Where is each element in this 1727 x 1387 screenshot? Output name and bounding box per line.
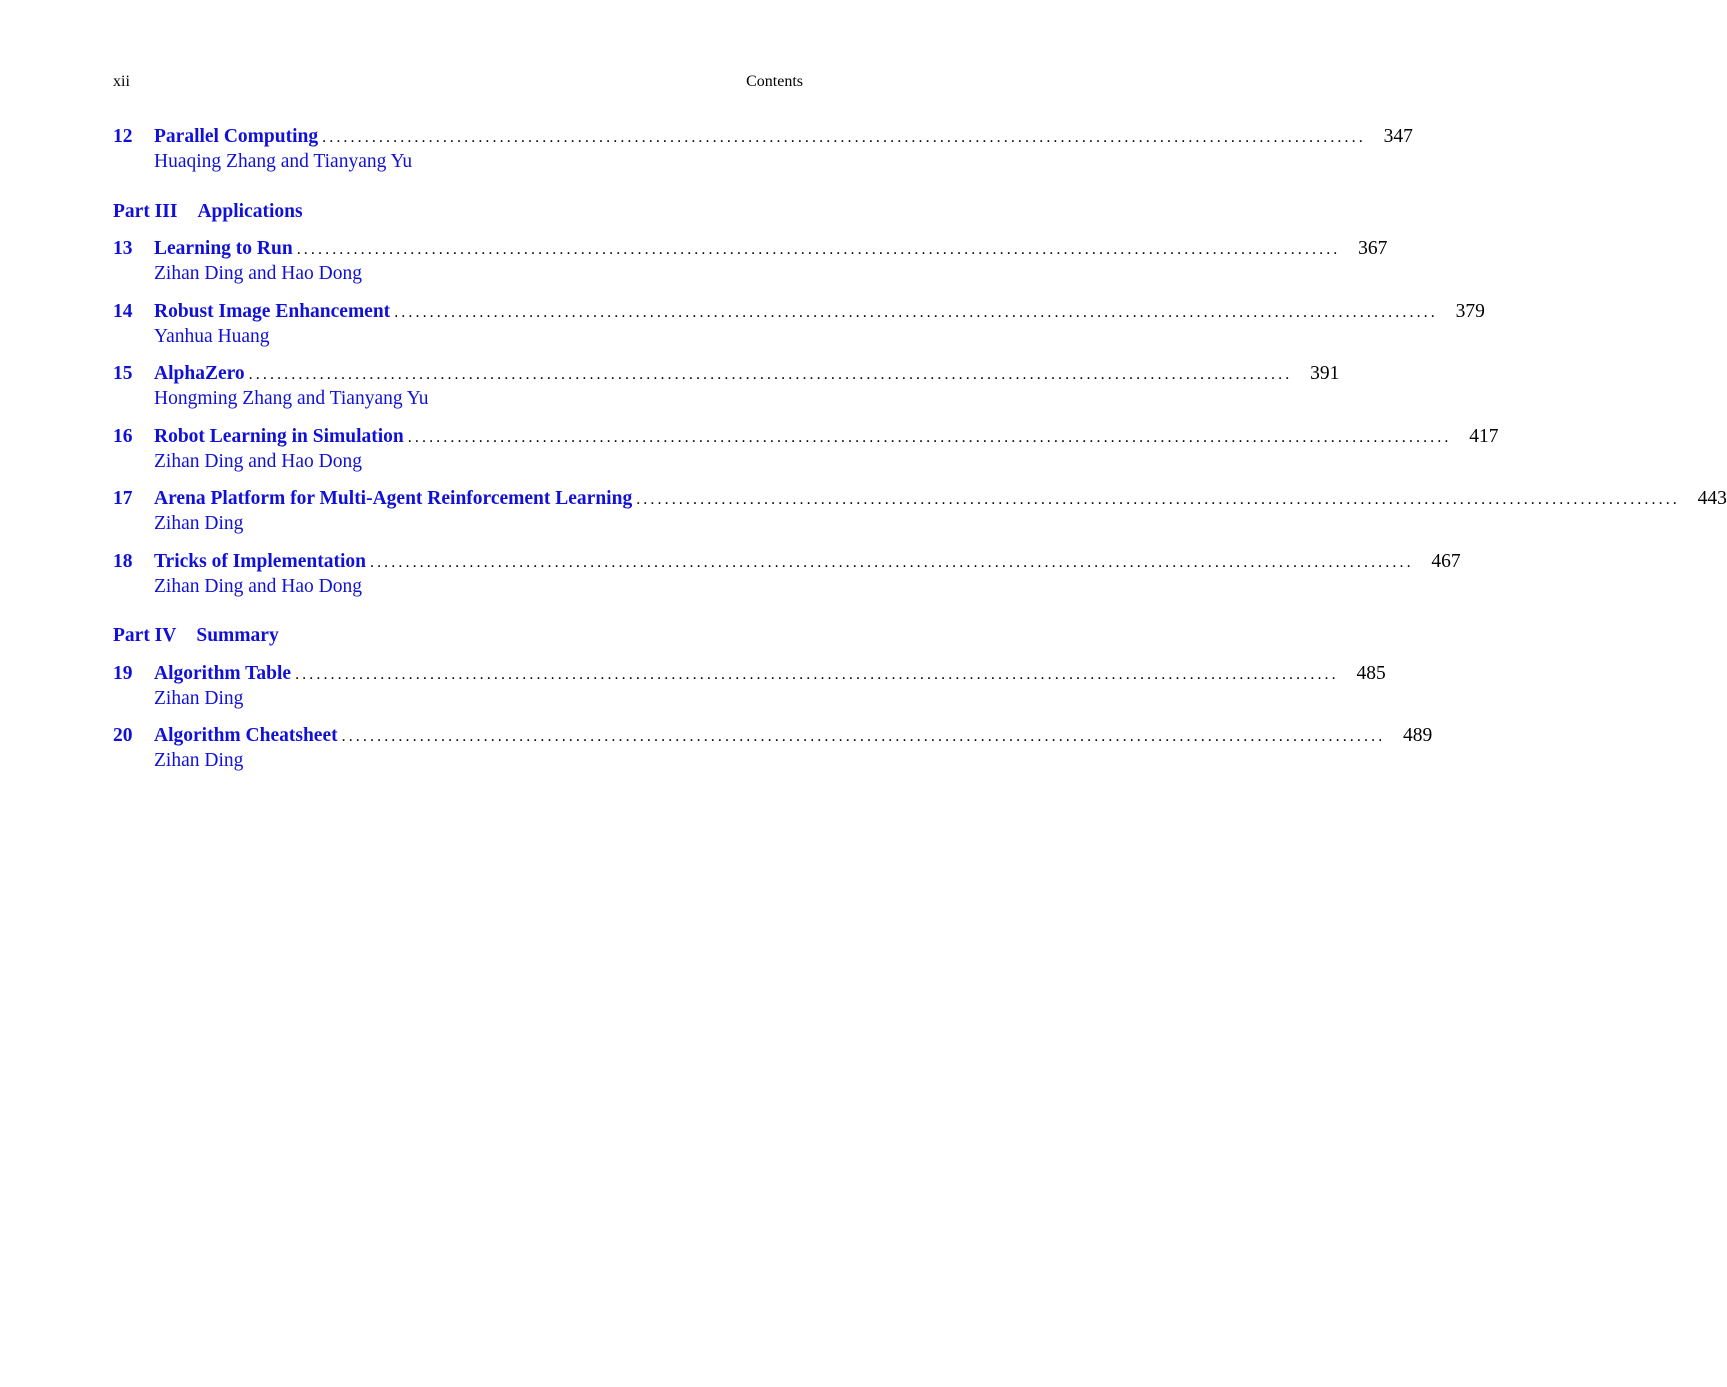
part-label: Part III xyxy=(113,201,178,222)
page-reference[interactable]: 417 xyxy=(1469,426,1499,447)
part-title[interactable]: Summary xyxy=(196,625,279,646)
chapter-number: 13 xyxy=(113,238,133,259)
toc-entry-14[interactable] xyxy=(113,299,1485,349)
chapter-title-link[interactable]: Learning to Run xyxy=(154,238,293,259)
chapter-authors[interactable]: Zihan Ding and Hao Dong xyxy=(154,576,362,597)
chapter-number: 14 xyxy=(113,301,133,322)
part-heading-applications[interactable] xyxy=(113,199,803,224)
dot-leader: ................................................................................................................................................... xyxy=(636,491,1680,508)
chapter-number: 19 xyxy=(113,663,133,684)
toc-entry-19[interactable] xyxy=(113,661,1386,711)
dot-leader: ................................................................................................................................................... xyxy=(341,728,1386,745)
page-reference[interactable]: 443 xyxy=(1697,488,1727,509)
page-reference[interactable]: 367 xyxy=(1358,238,1388,259)
chapter-title-link[interactable]: Algorithm Cheatsheet xyxy=(154,725,338,746)
chapter-authors[interactable]: Yanhua Huang xyxy=(154,326,270,347)
dot-leader: ................................................................................................................................................... xyxy=(322,129,1366,146)
toc-chapter-line[interactable] xyxy=(113,424,1499,449)
chapter-title-link[interactable]: Robot Learning in Simulation xyxy=(154,426,404,447)
part-title[interactable]: Applications xyxy=(197,201,303,222)
page-reference[interactable]: 347 xyxy=(1383,126,1413,147)
toc-entry-17[interactable] xyxy=(113,486,1727,536)
dot-leader: ................................................................................................................................................... xyxy=(248,366,1293,383)
page-number: xii xyxy=(113,73,130,90)
chapter-title-link[interactable]: Algorithm Table xyxy=(154,663,292,684)
toc-entry-18[interactable] xyxy=(113,549,1461,599)
toc-chapter-line[interactable] xyxy=(113,236,1388,261)
chapter-title-link[interactable]: Tricks of Implementation xyxy=(154,551,366,572)
toc-entry-20[interactable] xyxy=(113,723,1433,773)
toc-chapter-line[interactable] xyxy=(113,486,1727,511)
chapter-authors[interactable]: Huaqing Zhang and Tianyang Yu xyxy=(154,151,413,172)
toc-chapter-line[interactable] xyxy=(113,124,1413,149)
toc-entry-12[interactable] xyxy=(113,124,1413,174)
chapter-number: 17 xyxy=(113,488,133,509)
toc-chapter-line[interactable] xyxy=(113,299,1485,324)
chapter-title-link[interactable]: Robust Image Enhancement xyxy=(154,301,391,322)
running-header xyxy=(113,73,803,95)
dot-leader: ................................................................................................................................................... xyxy=(295,666,1339,683)
running-title: Contents xyxy=(746,73,803,90)
chapter-number: 12 xyxy=(113,126,133,147)
page-reference[interactable]: 467 xyxy=(1431,551,1461,572)
toc-chapter-line[interactable] xyxy=(113,661,1386,686)
part-label: Part IV xyxy=(113,625,177,646)
page-reference[interactable]: 485 xyxy=(1356,663,1386,684)
chapter-authors[interactable]: Zihan Ding and Hao Dong xyxy=(154,263,362,284)
toc-entry-16[interactable] xyxy=(113,424,1499,474)
dot-leader: ................................................................................................................................................... xyxy=(394,304,1438,321)
chapter-authors[interactable]: Zihan Ding xyxy=(154,688,244,709)
chapter-number: 16 xyxy=(113,426,133,447)
chapter-title-link[interactable]: Parallel Computing xyxy=(154,126,319,147)
page-reference[interactable]: 379 xyxy=(1455,301,1485,322)
chapter-title-link[interactable]: AlphaZero xyxy=(154,363,245,384)
toc-chapter-line[interactable] xyxy=(113,723,1433,748)
part-heading-summary[interactable] xyxy=(113,623,803,648)
toc-chapter-line[interactable] xyxy=(113,361,1340,386)
toc-entry-13[interactable] xyxy=(113,236,1388,286)
chapter-authors[interactable]: Zihan Ding xyxy=(154,750,244,771)
page-reference[interactable]: 391 xyxy=(1310,363,1340,384)
dot-leader: ................................................................................................................................................... xyxy=(296,241,1341,258)
chapter-number: 15 xyxy=(113,363,133,384)
chapter-authors[interactable]: Zihan Ding and Hao Dong xyxy=(154,451,362,472)
chapter-number: 18 xyxy=(113,551,133,572)
chapter-number: 20 xyxy=(113,725,133,746)
dot-leader: ................................................................................................................................................... xyxy=(369,554,1414,571)
chapter-authors[interactable]: Hongming Zhang and Tianyang Yu xyxy=(154,388,429,409)
toc-entry-15[interactable] xyxy=(113,361,1340,411)
chapter-title-link[interactable]: Arena Platform for Multi-Agent Reinforcement Learning xyxy=(154,488,633,509)
page-reference[interactable]: 489 xyxy=(1403,725,1433,746)
dot-leader: ................................................................................................................................................... xyxy=(407,429,1452,446)
chapter-authors[interactable]: Zihan Ding xyxy=(154,513,244,534)
toc-chapter-line[interactable] xyxy=(113,549,1461,574)
